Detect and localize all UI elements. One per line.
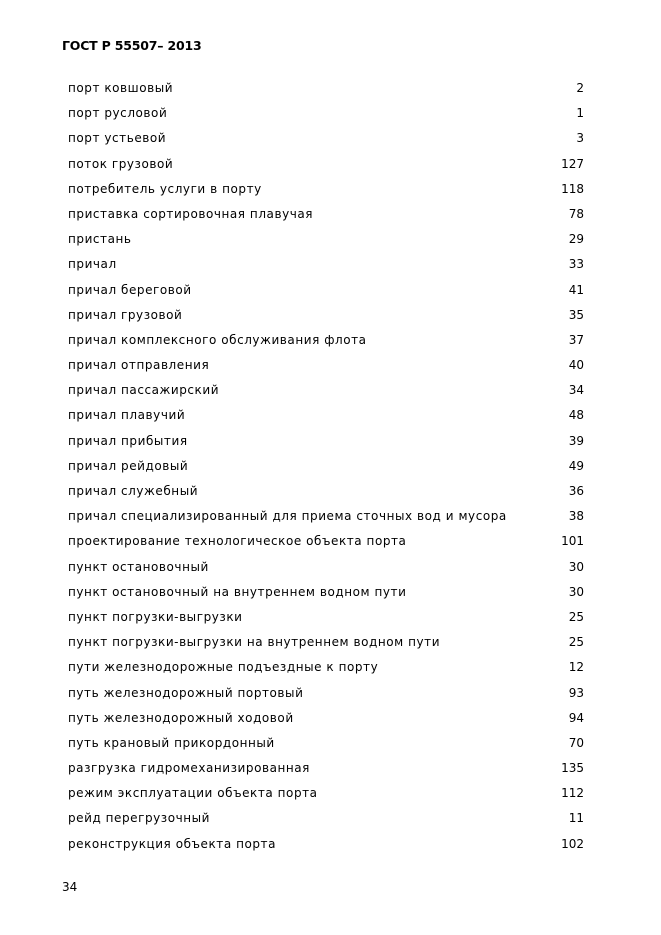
index-term: порт устьевой: [68, 131, 167, 146]
index-term: причал комплексного обслуживания флота: [68, 332, 367, 347]
index-page-number: 33: [568, 257, 584, 272]
index-term: пункт погрузки-выгрузки на внутреннем водном пути: [68, 635, 441, 650]
index-page-number: 11: [568, 811, 584, 826]
index-page-number: 1: [576, 106, 584, 121]
index-term: причал грузовой: [68, 307, 183, 322]
index-page-number: 49: [568, 458, 584, 473]
index-page-number: 2: [576, 81, 584, 95]
index-entry: [68, 78, 584, 103]
index-entry: [68, 103, 584, 128]
index-page-number: 127: [561, 156, 584, 171]
index-term: причал служебный: [68, 484, 199, 498]
index-entry: [68, 783, 584, 808]
index-entry: [68, 254, 584, 279]
index-term: причал: [68, 257, 117, 272]
index-entry: [68, 657, 584, 682]
index-page-number: 36: [568, 484, 584, 498]
index-page-number: 25: [568, 635, 584, 650]
index-page-number: 35: [568, 307, 584, 322]
index-term: порт ковшовый: [68, 81, 174, 95]
index-page-number: 29: [568, 232, 584, 247]
index-entry: [68, 758, 584, 783]
index-term: путь крановый прикордонный: [68, 735, 275, 750]
index-page-number: 30: [568, 559, 584, 574]
index-entry: [68, 481, 584, 506]
index-term: поток грузовой: [68, 156, 174, 171]
index-entry: [68, 355, 584, 380]
index-term: причал пассажирский: [68, 383, 220, 398]
standard-header: ГОСТ Р 55507– 2013: [62, 38, 202, 53]
index-entry: [68, 229, 584, 254]
index-entry: [68, 582, 584, 607]
index-term: рейд перегрузочный: [68, 811, 210, 826]
index-term: пункт погрузки-выгрузки: [68, 609, 243, 624]
index-term: путь железнодорожный портовый: [68, 685, 304, 700]
index-page-number: 48: [568, 408, 584, 423]
index-term: путь железнодорожный ходовой: [68, 710, 294, 725]
index-term: порт русловой: [68, 106, 168, 121]
index-entry: [68, 280, 584, 305]
index-term: пункт остановочный: [68, 559, 209, 574]
index-entry: [68, 456, 584, 481]
index-page-number: 93: [568, 685, 584, 700]
index-entry: [68, 834, 584, 859]
index-entry: [68, 305, 584, 330]
index-page-number: 40: [568, 358, 584, 373]
index-entry: [68, 330, 584, 355]
index-term: причал отправления: [68, 358, 210, 373]
index-entry: [68, 607, 584, 632]
index-entry: [68, 808, 584, 833]
index-term: пристань: [68, 232, 132, 247]
index-term: пункт остановочный на внутреннем водном пути: [68, 584, 407, 599]
index-page-number: 112: [561, 786, 584, 801]
index-page-number: 41: [568, 282, 584, 297]
index-term: проектирование технологическое объекта порта: [68, 534, 407, 549]
index-page-number: 34: [568, 383, 584, 398]
index-page-number: 94: [568, 710, 584, 725]
index-term: причал специализированный для приема сточных вод и мусора: [68, 509, 507, 524]
index-entry: [68, 405, 584, 430]
index-list: [68, 78, 584, 859]
index-page-number: 37: [568, 332, 584, 347]
index-entry: [68, 204, 584, 229]
index-page-number: 12: [568, 660, 584, 675]
index-entry: [68, 154, 584, 179]
index-term: причал рейдовый: [68, 458, 189, 473]
index-page-number: 102: [561, 836, 584, 851]
index-entry: [68, 557, 584, 582]
index-page-number: 39: [568, 433, 584, 448]
page-number: 34: [62, 880, 78, 894]
index-term: приставка сортировочная плавучая: [68, 206, 314, 221]
index-term: причал береговой: [68, 282, 192, 297]
index-page-number: 78: [568, 206, 584, 221]
index-entry: [68, 380, 584, 405]
index-entry: [68, 708, 584, 733]
index-entry: [68, 431, 584, 456]
index-term: реконструкция объекта порта: [68, 836, 276, 851]
index-term: режим эксплуатации объекта порта: [68, 786, 318, 801]
index-entry: [68, 506, 584, 531]
index-page-number: 3: [576, 131, 584, 146]
index-entry: [68, 179, 584, 204]
index-page-number: 135: [561, 761, 584, 776]
index-term: пути железнодорожные подъездные к порту: [68, 660, 379, 675]
index-entry: [68, 128, 584, 153]
index-entry: [68, 733, 584, 758]
index-page-number: 38: [568, 509, 584, 524]
index-page-number: 101: [561, 534, 584, 549]
index-term: причал плавучий: [68, 408, 186, 423]
index-term: разгрузка гидромеханизированная: [68, 761, 310, 776]
index-entry: [68, 531, 584, 556]
index-term: причал прибытия: [68, 433, 188, 448]
index-term: потребитель услуги в порту: [68, 181, 262, 196]
index-page-number: 30: [568, 584, 584, 599]
index-page-number: 25: [568, 609, 584, 624]
index-entry: [68, 683, 584, 708]
index-page-number: 118: [561, 181, 584, 196]
index-page-number: 70: [568, 735, 584, 750]
index-entry: [68, 632, 584, 657]
